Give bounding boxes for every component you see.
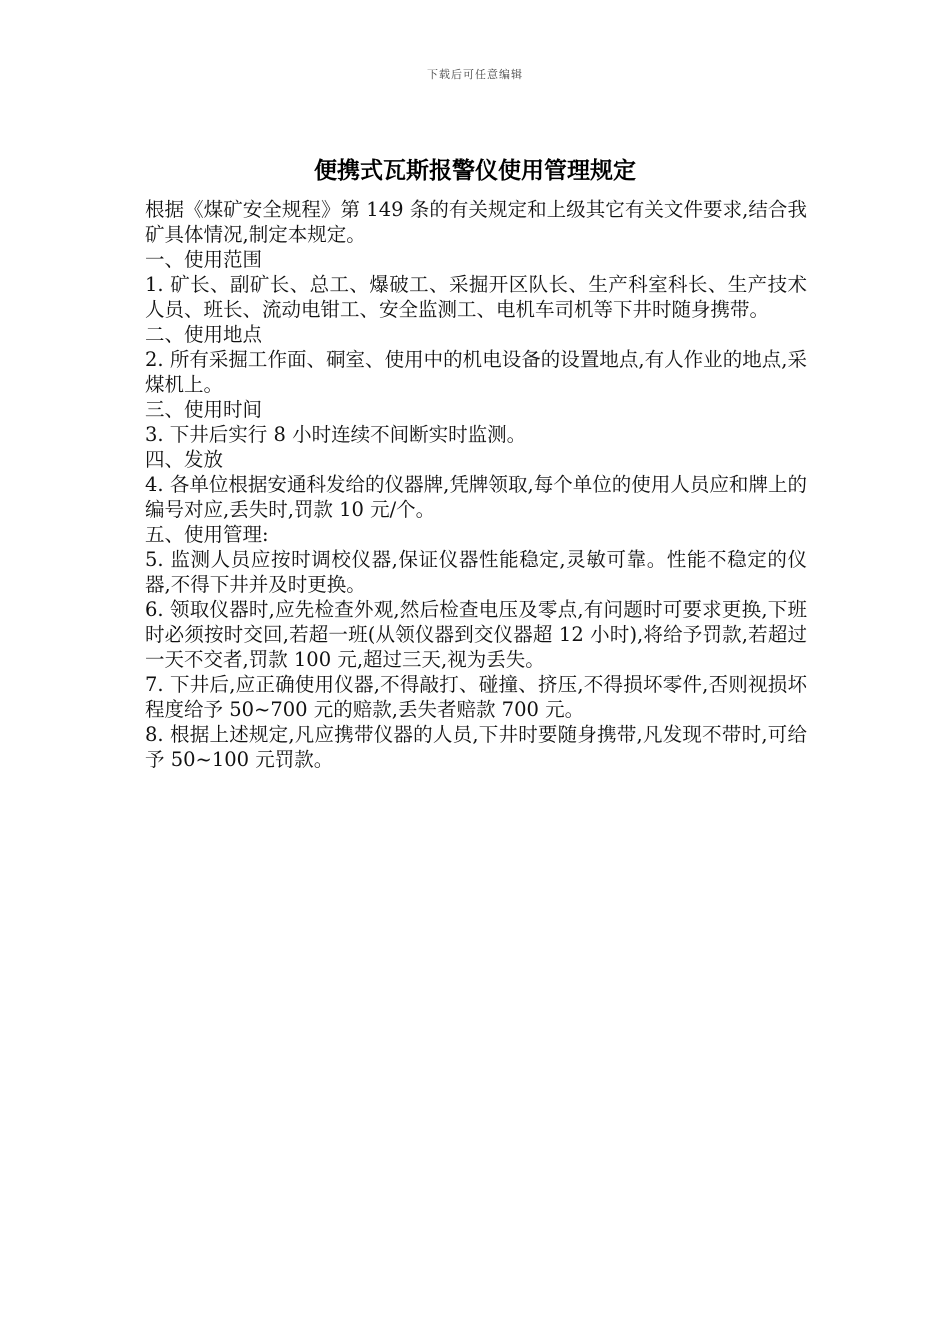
rule-item-7: 7. 下井后,应正确使用仪器,不得敲打、碰撞、挤压,不得损坏零件,否则视损坏程度给予 50~700 元的赔款,丢失者赔款 700 元。 xyxy=(145,673,807,721)
rule-item-2: 2. 所有采掘工作面、硐室、使用中的机电设备的设置地点,有人作业的地点,采煤机上。 xyxy=(145,348,807,396)
document-title: 便携式瓦斯报警仪使用管理规定 xyxy=(314,157,636,184)
section-heading-time: 三、使用时间 xyxy=(145,398,263,421)
section-heading-management: 五、使用管理: xyxy=(145,523,269,546)
rule-item-6: 6. 领取仪器时,应先检查外观,然后检查电压及零点,有问题时可要求更换,下班时必须按时交回,若超一班(从领仪器到交仪器超 12 小时),将给予罚款,若超过一天不交者,罚款 100 元,超过三天,视为丢失。 xyxy=(145,598,807,671)
section-heading-location: 二、使用地点 xyxy=(145,323,263,346)
intro-paragraph: 根据《煤矿安全规程》第 149 条的有关规定和上级其它有关文件要求,结合我矿具体情况,制定本规定。 xyxy=(145,198,807,246)
section-heading-issuance: 四、发放 xyxy=(145,448,224,471)
rule-item-8: 8. 根据上述规定,凡应携带仪器的人员,下井时要随身携带,凡发现不带时,可给予 50~100 元罚款。 xyxy=(145,723,807,771)
rule-item-4: 4. 各单位根据安通科发给的仪器牌,凭牌领取,每个单位的使用人员应和牌上的编号对应,丢失时,罚款 10 元/个。 xyxy=(145,473,807,521)
page-header-note: 下载后可任意编辑 xyxy=(427,68,523,81)
rule-item-1: 1. 矿长、副矿长、总工、爆破工、采掘开区队长、生产科室科长、生产技术人员、班长、流动电钳工、安全监测工、电机车司机等下井时随身携带。 xyxy=(145,273,807,321)
section-heading-scope: 一、使用范围 xyxy=(145,248,263,271)
document-body xyxy=(145,197,807,772)
rule-item-5: 5. 监测人员应按时调校仪器,保证仪器性能稳定,灵敏可靠。性能不稳定的仪器,不得下井并及时更换。 xyxy=(145,548,807,596)
rule-item-3: 3. 下井后实行 8 小时连续不间断实时监测。 xyxy=(145,423,527,446)
